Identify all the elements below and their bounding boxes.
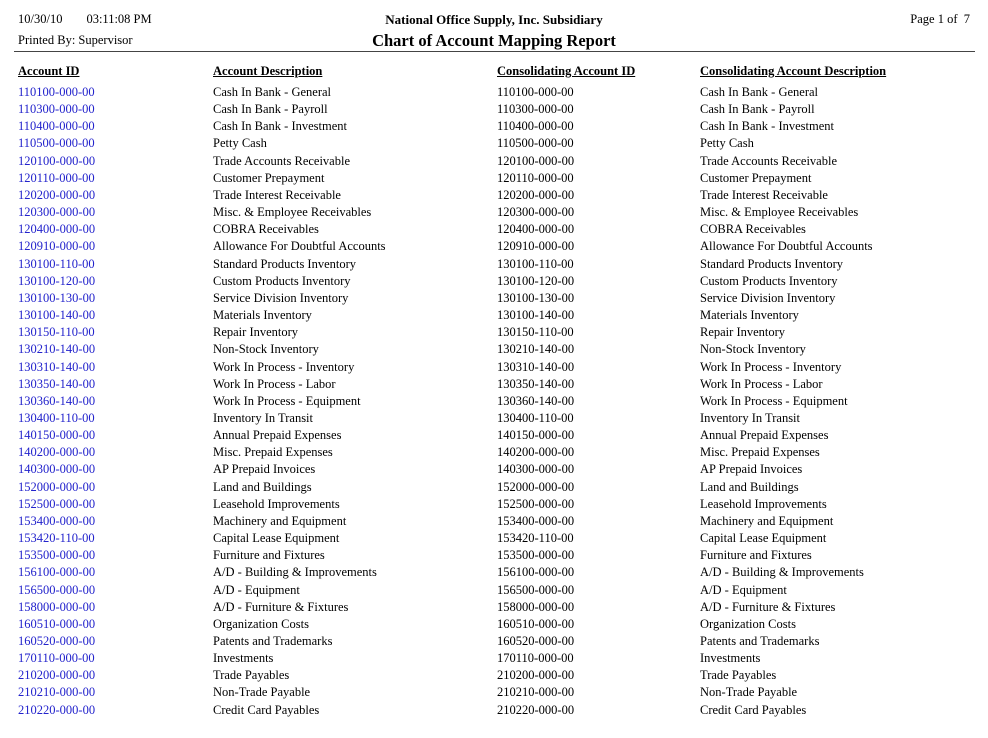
account-id-cell[interactable]: 140200-000-00 bbox=[18, 445, 96, 460]
account-description-cell: Land and Buildings bbox=[213, 479, 312, 494]
consolidating-account-id-cell: 160510-000-00 bbox=[497, 616, 575, 631]
table-row bbox=[18, 238, 974, 255]
table-row bbox=[18, 410, 974, 427]
consolidating-account-id-cell: 120110-000-00 bbox=[497, 170, 574, 185]
account-description-cell: Cash In Bank - Investment bbox=[213, 119, 348, 134]
consolidating-account-description-cell: Allowance For Doubtful Accounts bbox=[700, 239, 873, 254]
table-row bbox=[18, 616, 974, 633]
consolidating-account-description-cell: Repair Inventory bbox=[700, 325, 786, 340]
consolidating-account-description-cell: Custom Products Inventory bbox=[700, 273, 838, 288]
company-name: National Office Supply, Inc. Subsidiary bbox=[385, 12, 603, 27]
table-row bbox=[18, 582, 974, 599]
account-id-cell[interactable]: 120400-000-00 bbox=[18, 222, 96, 237]
table-row bbox=[18, 307, 974, 324]
table-row bbox=[18, 496, 974, 513]
account-description-cell: Credit Card Payables bbox=[213, 702, 320, 717]
consolidating-account-id-cell: 120100-000-00 bbox=[497, 153, 575, 168]
table-row bbox=[18, 427, 974, 444]
account-id-cell[interactable]: 170110-000-00 bbox=[18, 651, 95, 666]
consolidating-account-id-cell: 110500-000-00 bbox=[497, 136, 574, 151]
account-id-cell[interactable]: 160510-000-00 bbox=[18, 616, 96, 631]
account-description-cell: Machinery and Equipment bbox=[213, 513, 347, 528]
report-header bbox=[0, 0, 988, 51]
consolidating-account-id-cell: 110300-000-00 bbox=[497, 102, 574, 117]
consolidating-account-description-cell: Inventory In Transit bbox=[700, 410, 800, 425]
table-row bbox=[18, 684, 974, 701]
account-id-cell[interactable]: 160520-000-00 bbox=[18, 634, 96, 648]
account-id-cell[interactable]: 152000-000-00 bbox=[18, 479, 96, 494]
account-id-cell[interactable]: 153420-110-00 bbox=[18, 531, 95, 546]
consolidating-account-description-cell: Service Division Inventory bbox=[700, 290, 836, 305]
consolidating-account-description-cell: Misc. & Employee Receivables bbox=[700, 205, 859, 220]
print-time: 03:11:08 PM bbox=[86, 12, 152, 26]
date-time-line bbox=[18, 12, 253, 27]
account-description-cell: Trade Accounts Receivable bbox=[213, 153, 350, 168]
consolidating-account-id-cell: 130100-110-00 bbox=[497, 256, 574, 271]
account-id-cell[interactable]: 120200-000-00 bbox=[18, 187, 96, 202]
consolidating-account-id-cell: 210200-000-00 bbox=[497, 668, 575, 683]
account-description-cell: Misc. Prepaid Expenses bbox=[213, 445, 333, 460]
consolidating-account-id-cell: 140300-000-00 bbox=[497, 462, 575, 477]
consolidating-account-description-cell: Investments bbox=[700, 651, 761, 666]
table-row bbox=[18, 359, 974, 376]
consolidating-account-description-cell: Leasehold Improvements bbox=[700, 496, 827, 511]
consolidating-account-description-cell: Work In Process - Labor bbox=[700, 376, 823, 391]
column-header-consolidating-account-description: Consolidating Account Description bbox=[700, 64, 887, 78]
account-id-cell[interactable]: 110300-000-00 bbox=[18, 102, 95, 117]
account-description-cell: Work In Process - Inventory bbox=[213, 359, 355, 374]
consolidating-account-description-cell: Non-Stock Inventory bbox=[700, 342, 806, 357]
account-description-cell: Trade Payables bbox=[213, 668, 290, 683]
account-description-cell: Standard Products Inventory bbox=[213, 256, 357, 271]
account-id-cell[interactable]: 158000-000-00 bbox=[18, 599, 96, 614]
account-id-cell[interactable]: 130350-140-00 bbox=[18, 376, 96, 391]
consolidating-account-id-cell: 152500-000-00 bbox=[497, 496, 575, 511]
account-id-cell[interactable]: 120910-000-00 bbox=[18, 239, 96, 254]
account-id-cell[interactable]: 110100-000-00 bbox=[18, 85, 95, 99]
consolidating-account-description-cell: Furniture and Fixtures bbox=[700, 548, 812, 563]
account-description-cell: Petty Cash bbox=[213, 136, 267, 151]
consolidating-account-id-cell: 130310-140-00 bbox=[497, 359, 575, 374]
table-row bbox=[18, 324, 974, 341]
account-description-cell: Work In Process - Equipment bbox=[213, 393, 361, 408]
table-row bbox=[18, 101, 974, 118]
table-row bbox=[18, 187, 974, 204]
account-id-cell[interactable]: 120300-000-00 bbox=[18, 205, 96, 220]
consolidating-account-description-cell: Trade Accounts Receivable bbox=[700, 153, 837, 168]
table-row bbox=[18, 444, 974, 461]
account-description-cell: Allowance For Doubtful Accounts bbox=[213, 239, 386, 254]
account-description-cell: A/D - Furniture & Fixtures bbox=[213, 599, 349, 614]
consolidating-account-description-cell: A/D - Furniture & Fixtures bbox=[700, 599, 836, 614]
consolidating-account-description-cell: Petty Cash bbox=[700, 136, 754, 151]
table-row bbox=[18, 513, 974, 530]
consolidating-account-description-cell: Organization Costs bbox=[700, 616, 796, 631]
table-row bbox=[18, 84, 974, 101]
table-row bbox=[18, 118, 974, 135]
consolidating-account-description-cell: Standard Products Inventory bbox=[700, 256, 844, 271]
account-description-cell: Customer Prepayment bbox=[213, 170, 325, 185]
account-id-cell[interactable]: 120100-000-00 bbox=[18, 153, 96, 168]
consolidating-account-id-cell: 140200-000-00 bbox=[497, 445, 575, 460]
account-id-cell[interactable]: 130150-110-00 bbox=[18, 325, 95, 340]
consolidating-account-description-cell: Trade Interest Receivable bbox=[700, 187, 828, 202]
consolidating-account-id-cell: 156100-000-00 bbox=[497, 565, 575, 580]
consolidating-account-description-cell: Customer Prepayment bbox=[700, 170, 812, 185]
account-id-cell[interactable]: 130360-140-00 bbox=[18, 393, 96, 408]
header-center bbox=[253, 12, 735, 51]
account-id-cell[interactable]: 130100-140-00 bbox=[18, 308, 96, 323]
consolidating-account-description-cell: AP Prepaid Invoices bbox=[700, 462, 803, 477]
table-row bbox=[18, 633, 974, 650]
table-row bbox=[18, 135, 974, 152]
consolidating-account-description-cell: COBRA Receivables bbox=[700, 222, 806, 237]
account-description-cell: Cash In Bank - Payroll bbox=[213, 102, 328, 117]
account-description-cell: Patents and Trademarks bbox=[213, 634, 333, 648]
consolidating-account-id-cell: 153400-000-00 bbox=[497, 513, 575, 528]
consolidating-account-id-cell: 130360-140-00 bbox=[497, 393, 575, 408]
table-row bbox=[18, 530, 974, 547]
consolidating-account-description-cell: Cash In Bank - General bbox=[700, 85, 819, 99]
table-row bbox=[18, 650, 974, 667]
account-description-cell: Furniture and Fixtures bbox=[213, 548, 325, 563]
consolidating-account-id-cell: 160520-000-00 bbox=[497, 634, 575, 648]
consolidating-account-id-cell: 130150-110-00 bbox=[497, 325, 574, 340]
account-description-cell: COBRA Receivables bbox=[213, 222, 319, 237]
consolidating-account-description-cell: Capital Lease Equipment bbox=[700, 531, 827, 546]
account-description-cell: Organization Costs bbox=[213, 616, 309, 631]
consolidating-account-id-cell: 210210-000-00 bbox=[497, 685, 575, 700]
account-id-cell[interactable]: 110400-000-00 bbox=[18, 119, 95, 134]
account-id-cell[interactable]: 210210-000-00 bbox=[18, 685, 96, 700]
consolidating-account-id-cell: 120300-000-00 bbox=[497, 205, 575, 220]
account-description-cell: Materials Inventory bbox=[213, 308, 312, 323]
account-id-cell[interactable]: 210200-000-00 bbox=[18, 668, 96, 683]
account-description-cell: Non-Trade Payable bbox=[213, 685, 311, 700]
account-id-cell[interactable]: 120110-000-00 bbox=[18, 170, 95, 185]
account-description-cell: A/D - Equipment bbox=[213, 582, 300, 597]
account-id-cell[interactable]: 130310-140-00 bbox=[18, 359, 96, 374]
consolidating-account-id-cell: 158000-000-00 bbox=[497, 599, 575, 614]
consolidating-account-id-cell: 110100-000-00 bbox=[497, 85, 574, 99]
account-id-cell[interactable]: 140150-000-00 bbox=[18, 428, 96, 443]
table-row bbox=[18, 547, 974, 564]
account-description-cell: Inventory In Transit bbox=[213, 410, 313, 425]
consolidating-account-description-cell: Annual Prepaid Expenses bbox=[700, 428, 829, 443]
table-header bbox=[18, 64, 974, 84]
consolidating-account-id-cell: 170110-000-00 bbox=[497, 651, 574, 666]
table-row bbox=[18, 170, 974, 187]
account-id-cell[interactable]: 152500-000-00 bbox=[18, 496, 96, 511]
consolidating-account-description-cell: Misc. Prepaid Expenses bbox=[700, 445, 820, 460]
account-id-cell[interactable]: 156500-000-00 bbox=[18, 582, 96, 597]
consolidating-account-id-cell: 140150-000-00 bbox=[497, 428, 575, 443]
consolidating-account-id-cell: 110400-000-00 bbox=[497, 119, 574, 134]
account-description-cell: A/D - Building & Improvements bbox=[213, 565, 377, 580]
account-id-cell[interactable]: 110500-000-00 bbox=[18, 136, 95, 151]
account-description-cell: Repair Inventory bbox=[213, 325, 299, 340]
header-left bbox=[18, 12, 253, 48]
consolidating-account-description-cell: Patents and Trademarks bbox=[700, 634, 820, 648]
consolidating-account-description-cell: Machinery and Equipment bbox=[700, 513, 834, 528]
column-header-account-description: Account Description bbox=[213, 64, 323, 78]
table-row bbox=[18, 599, 974, 616]
table-row bbox=[18, 376, 974, 393]
account-mapping-table bbox=[18, 64, 974, 719]
account-id-cell[interactable]: 210220-000-00 bbox=[18, 702, 96, 717]
consolidating-account-id-cell: 120910-000-00 bbox=[497, 239, 575, 254]
consolidating-account-id-cell: 130100-140-00 bbox=[497, 308, 575, 323]
column-header-account-id: Account ID bbox=[18, 64, 80, 78]
account-description-cell: Service Division Inventory bbox=[213, 290, 349, 305]
printed-by: Printed By: Supervisor bbox=[18, 33, 133, 47]
table-row bbox=[18, 290, 974, 307]
account-description-cell: Work In Process - Labor bbox=[213, 376, 336, 391]
table-row bbox=[18, 273, 974, 290]
table-row bbox=[18, 667, 974, 684]
consolidating-account-description-cell: A/D - Building & Improvements bbox=[700, 565, 864, 580]
table-row bbox=[18, 564, 974, 581]
account-id-cell[interactable]: 140300-000-00 bbox=[18, 462, 96, 477]
table-row bbox=[18, 204, 974, 221]
account-description-cell: Cash In Bank - General bbox=[213, 85, 332, 99]
table-row bbox=[18, 393, 974, 410]
account-id-cell[interactable]: 153500-000-00 bbox=[18, 548, 96, 563]
account-description-cell: Trade Interest Receivable bbox=[213, 187, 341, 202]
print-date: 10/30/10 bbox=[18, 12, 63, 26]
consolidating-account-id-cell: 130400-110-00 bbox=[497, 410, 574, 425]
consolidating-account-id-cell: 130100-130-00 bbox=[497, 290, 575, 305]
consolidating-account-id-cell: 130210-140-00 bbox=[497, 342, 575, 357]
account-description-cell: AP Prepaid Invoices bbox=[213, 462, 316, 477]
consolidating-account-description-cell: Work In Process - Equipment bbox=[700, 393, 848, 408]
account-id-cell[interactable]: 153400-000-00 bbox=[18, 513, 96, 528]
consolidating-account-description-cell: Materials Inventory bbox=[700, 308, 799, 323]
consolidating-account-id-cell: 153500-000-00 bbox=[497, 548, 575, 563]
account-id-cell[interactable]: 130100-130-00 bbox=[18, 290, 96, 305]
table-row bbox=[18, 153, 974, 170]
table-header-row bbox=[18, 64, 974, 84]
column-header-consolidating-account-id: Consolidating Account ID bbox=[497, 64, 636, 78]
account-id-cell[interactable]: 130210-140-00 bbox=[18, 342, 96, 357]
consolidating-account-id-cell: 130100-120-00 bbox=[497, 273, 575, 288]
table-row bbox=[18, 221, 974, 238]
consolidating-account-description-cell: Trade Payables bbox=[700, 668, 777, 683]
consolidating-account-description-cell: Credit Card Payables bbox=[700, 702, 807, 717]
account-description-cell: Capital Lease Equipment bbox=[213, 531, 340, 546]
consolidating-account-id-cell: 156500-000-00 bbox=[497, 582, 575, 597]
consolidating-account-description-cell: A/D - Equipment bbox=[700, 582, 787, 597]
account-description-cell: Custom Products Inventory bbox=[213, 273, 351, 288]
page-info: Page 1 of 7 bbox=[910, 12, 970, 26]
account-description-cell: Annual Prepaid Expenses bbox=[213, 428, 342, 443]
account-description-cell: Non-Stock Inventory bbox=[213, 342, 319, 357]
account-description-cell: Misc. & Employee Receivables bbox=[213, 205, 372, 220]
consolidating-account-id-cell: 152000-000-00 bbox=[497, 479, 575, 494]
consolidating-account-description-cell: Land and Buildings bbox=[700, 479, 799, 494]
consolidating-account-id-cell: 120400-000-00 bbox=[497, 222, 575, 237]
account-description-cell: Investments bbox=[213, 651, 274, 666]
account-id-cell[interactable]: 130100-110-00 bbox=[18, 256, 95, 271]
consolidating-account-id-cell: 153420-110-00 bbox=[497, 531, 574, 546]
account-id-cell[interactable]: 156100-000-00 bbox=[18, 565, 96, 580]
consolidating-account-id-cell: 130350-140-00 bbox=[497, 376, 575, 391]
consolidating-account-description-cell: Cash In Bank - Investment bbox=[700, 119, 835, 134]
table-body bbox=[18, 84, 974, 719]
consolidating-account-description-cell: Non-Trade Payable bbox=[700, 685, 798, 700]
table-row bbox=[18, 702, 974, 719]
consolidating-account-id-cell: 120200-000-00 bbox=[497, 187, 575, 202]
account-id-cell[interactable]: 130400-110-00 bbox=[18, 410, 95, 425]
table-row bbox=[18, 479, 974, 496]
table-row bbox=[18, 341, 974, 358]
account-description-cell: Leasehold Improvements bbox=[213, 496, 340, 511]
consolidating-account-id-cell: 210220-000-00 bbox=[497, 702, 575, 717]
table-row bbox=[18, 461, 974, 478]
consolidating-account-description-cell: Cash In Bank - Payroll bbox=[700, 102, 815, 117]
header-rule bbox=[14, 51, 975, 52]
header-right bbox=[735, 12, 970, 27]
table-row bbox=[18, 256, 974, 273]
consolidating-account-description-cell: Work In Process - Inventory bbox=[700, 359, 842, 374]
report-title: Chart of Account Mapping Report bbox=[372, 31, 616, 50]
account-id-cell[interactable]: 130100-120-00 bbox=[18, 273, 96, 288]
